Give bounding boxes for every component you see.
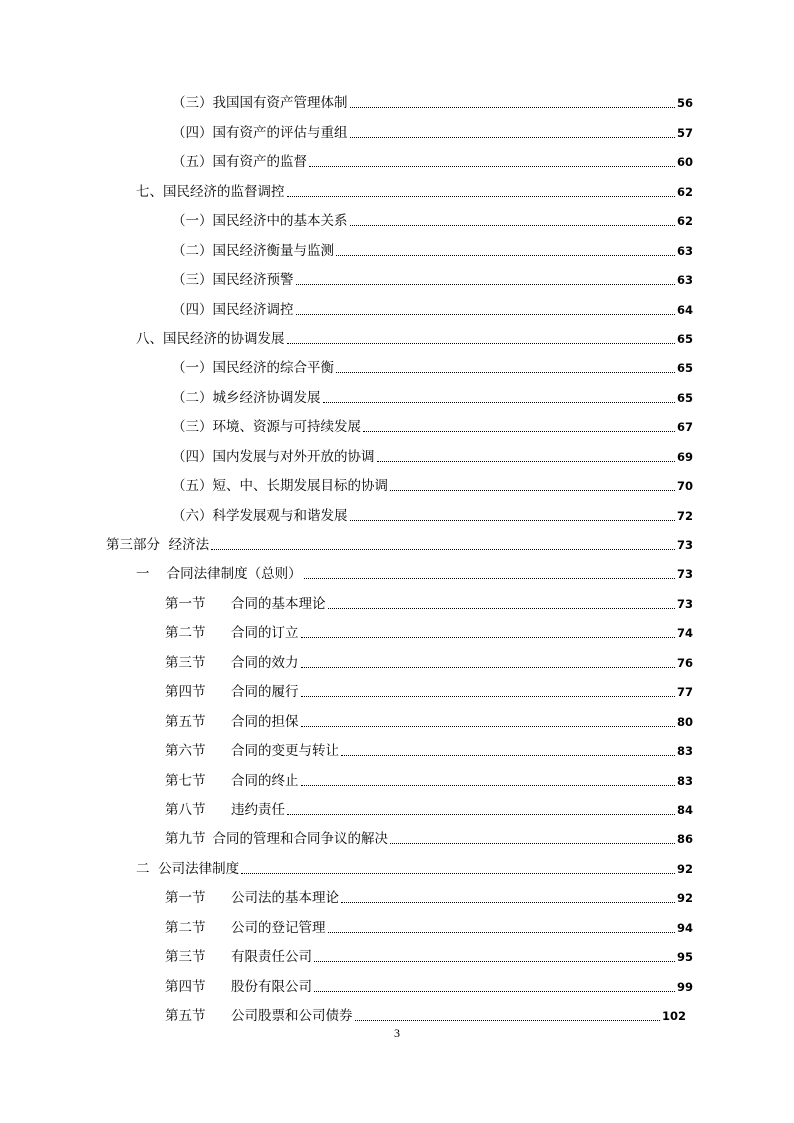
toc-section-number: 第八节 bbox=[165, 801, 206, 818]
toc-entry[interactable] bbox=[0, 968, 794, 997]
toc-page-number: 73 bbox=[676, 596, 693, 611]
toc-section-title: 公司的登记管理 bbox=[231, 919, 326, 936]
toc-entry-title: （四）国内发展与对外开放的协调 bbox=[172, 448, 375, 465]
dot-leader bbox=[328, 608, 675, 609]
toc-entry-title: （三）我国国有资产管理体制 bbox=[172, 95, 348, 112]
toc-entry[interactable] bbox=[0, 203, 794, 232]
toc-entry-title bbox=[165, 714, 299, 730]
toc-entry-title: （三）环境、资源与可持续发展 bbox=[172, 419, 361, 436]
toc-entry[interactable] bbox=[0, 909, 794, 938]
toc-entry-title: 第三部分 经济法 bbox=[106, 537, 210, 553]
toc-page-number: 67 bbox=[676, 420, 693, 435]
toc-entry-title bbox=[165, 684, 299, 700]
toc-entry-title bbox=[165, 949, 312, 965]
dot-leader bbox=[350, 107, 675, 108]
toc-section-title: 合同的管理和合同争议的解决 bbox=[212, 831, 388, 848]
toc-section-number: 第二节 bbox=[165, 919, 206, 936]
dot-leader bbox=[336, 255, 675, 256]
dot-leader bbox=[287, 814, 675, 815]
dot-leader bbox=[296, 284, 675, 285]
toc-page-number: 72 bbox=[676, 508, 693, 523]
toc-entry[interactable] bbox=[0, 674, 794, 703]
dot-leader bbox=[355, 1020, 660, 1021]
toc-entry-title: （四）国有资产的评估与重组 bbox=[172, 124, 348, 141]
toc-section-title: 有限责任公司 bbox=[231, 949, 312, 966]
toc-entry[interactable] bbox=[0, 556, 794, 585]
toc-page-number: 56 bbox=[676, 96, 693, 111]
dot-leader bbox=[350, 225, 675, 226]
toc-section-title: 合同的担保 bbox=[231, 713, 299, 730]
dot-leader bbox=[301, 726, 675, 727]
toc-entry[interactable] bbox=[0, 527, 794, 556]
toc-page-number: 92 bbox=[676, 891, 693, 906]
toc-entry[interactable] bbox=[0, 291, 794, 320]
toc-page-number: 99 bbox=[676, 979, 693, 994]
toc-page-number: 65 bbox=[676, 361, 693, 376]
toc-entry[interactable] bbox=[0, 733, 794, 762]
dot-leader bbox=[328, 932, 675, 933]
toc-entry-title: （一）国民经济中的基本关系 bbox=[172, 213, 348, 230]
dot-leader bbox=[211, 549, 675, 550]
dot-leader bbox=[287, 196, 675, 197]
toc-section-title: 合同的效力 bbox=[231, 654, 299, 671]
toc-entry[interactable] bbox=[0, 644, 794, 673]
toc-entry-title: （三）国民经济预警 bbox=[172, 272, 294, 289]
toc-entry[interactable] bbox=[0, 114, 794, 143]
toc-section-number: 第二节 bbox=[165, 625, 206, 642]
toc-section-title: 合同的终止 bbox=[231, 772, 299, 789]
toc-page-number: 86 bbox=[676, 832, 693, 847]
toc-section-number: 第三节 bbox=[165, 949, 206, 966]
toc-page-number: 83 bbox=[676, 744, 693, 759]
toc-page-number: 60 bbox=[676, 155, 693, 170]
dot-leader bbox=[301, 637, 675, 638]
toc-entry[interactable] bbox=[0, 792, 794, 821]
toc-page-number: 94 bbox=[676, 920, 693, 935]
toc-section-number: 第七节 bbox=[165, 772, 206, 789]
toc-entry-title bbox=[165, 979, 312, 995]
toc-entry-title bbox=[165, 625, 299, 641]
dot-leader bbox=[377, 461, 675, 462]
toc-entry-title: （四）国民经济调控 bbox=[172, 301, 294, 318]
toc-page-number: 92 bbox=[676, 861, 693, 876]
dot-leader bbox=[309, 166, 675, 167]
dot-leader bbox=[390, 490, 675, 491]
toc-entry[interactable] bbox=[0, 144, 794, 173]
toc-page-number: 73 bbox=[676, 538, 693, 552]
toc-section-number: 第五节 bbox=[165, 713, 206, 730]
toc-entry[interactable] bbox=[0, 438, 794, 467]
page-number: 3 bbox=[394, 1026, 400, 1040]
dot-leader bbox=[341, 902, 675, 903]
toc-page-number: 57 bbox=[676, 125, 693, 140]
toc-entry[interactable] bbox=[0, 762, 794, 791]
toc-entry-title bbox=[165, 920, 326, 936]
toc-entry[interactable] bbox=[0, 880, 794, 909]
toc-page-number: 76 bbox=[676, 655, 693, 670]
toc-entry-title bbox=[165, 831, 388, 847]
toc-entry-title bbox=[165, 655, 299, 671]
dot-leader bbox=[301, 785, 675, 786]
dot-leader bbox=[314, 961, 675, 962]
toc-entry-title bbox=[165, 1008, 353, 1024]
toc-section-number: 第九节 bbox=[165, 831, 206, 848]
toc-section-title: 违约责任 bbox=[231, 801, 285, 818]
toc-entry-title: 二 公司法律制度 bbox=[136, 860, 240, 877]
toc-entry[interactable] bbox=[0, 497, 794, 526]
toc-entry-title: （五）短、中、长期发展目标的协调 bbox=[172, 478, 388, 495]
toc-entry-title: （五）国有资产的监督 bbox=[172, 154, 307, 171]
toc-section-title: 合同的变更与转让 bbox=[231, 743, 339, 760]
toc-page-number: 80 bbox=[676, 714, 693, 729]
dot-leader bbox=[363, 431, 675, 432]
dot-leader bbox=[301, 696, 675, 697]
table-of-contents bbox=[0, 85, 794, 1027]
toc-section-number: 第六节 bbox=[165, 743, 206, 760]
toc-page-number: 65 bbox=[676, 390, 693, 405]
toc-entry[interactable] bbox=[0, 468, 794, 497]
toc-entry-title: （一）国民经济的综合平衡 bbox=[172, 360, 334, 377]
dot-leader bbox=[390, 843, 675, 844]
toc-section-title: 公司股票和公司债券 bbox=[231, 1008, 353, 1024]
toc-entry-title bbox=[165, 773, 299, 789]
toc-entry-title bbox=[165, 802, 285, 818]
toc-entry[interactable] bbox=[0, 262, 794, 291]
toc-page-number: 74 bbox=[676, 626, 693, 641]
toc-page-number: 102 bbox=[661, 1009, 686, 1023]
toc-page-number: 62 bbox=[676, 214, 693, 229]
dot-leader bbox=[314, 991, 675, 992]
toc-entry[interactable] bbox=[0, 85, 794, 114]
dot-leader bbox=[296, 314, 675, 315]
dot-leader bbox=[287, 343, 675, 344]
toc-section-number: 第一节 bbox=[165, 595, 206, 612]
toc-page-number: 95 bbox=[676, 950, 693, 965]
toc-entry[interactable] bbox=[0, 173, 794, 202]
toc-entry[interactable] bbox=[0, 939, 794, 968]
toc-entry-title bbox=[165, 596, 326, 612]
dot-leader bbox=[241, 873, 675, 874]
dot-leader bbox=[301, 667, 675, 668]
toc-section-number: 第五节 bbox=[165, 1008, 206, 1024]
toc-entry-title: 一 合同法律制度（总则） bbox=[136, 566, 302, 583]
toc-section-title: 合同的订立 bbox=[231, 625, 299, 642]
toc-entry-title: （六）科学发展观与和谐发展 bbox=[172, 507, 348, 524]
toc-page-number: 70 bbox=[676, 479, 693, 494]
dot-leader bbox=[323, 402, 675, 403]
toc-section-title: 合同的履行 bbox=[231, 684, 299, 701]
toc-entry[interactable] bbox=[0, 821, 794, 850]
toc-page-number: 64 bbox=[676, 302, 693, 317]
toc-page-number: 65 bbox=[676, 331, 693, 346]
toc-entry[interactable] bbox=[0, 350, 794, 379]
toc-entry-title bbox=[165, 743, 339, 759]
dot-leader bbox=[350, 520, 675, 521]
toc-entry-title bbox=[165, 890, 339, 906]
toc-entry[interactable] bbox=[0, 409, 794, 438]
toc-entry[interactable] bbox=[0, 232, 794, 261]
toc-entry[interactable] bbox=[0, 703, 794, 732]
toc-section-title: 合同的基本理论 bbox=[231, 595, 326, 612]
dot-leader bbox=[341, 755, 675, 756]
dot-leader bbox=[336, 372, 675, 373]
toc-entry[interactable] bbox=[0, 850, 794, 879]
dot-leader bbox=[350, 137, 675, 138]
toc-section-title: 股份有限公司 bbox=[231, 978, 312, 995]
toc-page-number: 77 bbox=[676, 685, 693, 700]
toc-entry[interactable] bbox=[0, 998, 794, 1027]
toc-page-number: 69 bbox=[676, 449, 693, 464]
toc-section-number: 第三节 bbox=[165, 654, 206, 671]
dot-leader bbox=[304, 578, 675, 579]
toc-entry[interactable] bbox=[0, 321, 794, 350]
toc-page-number: 83 bbox=[676, 773, 693, 788]
toc-entry-title: （二）国民经济衡量与监测 bbox=[172, 242, 334, 259]
toc-page-number: 73 bbox=[676, 567, 693, 582]
toc-entry[interactable] bbox=[0, 615, 794, 644]
toc-page-number: 84 bbox=[676, 802, 693, 817]
toc-entry[interactable] bbox=[0, 379, 794, 408]
toc-entry-title: 七、国民经济的监督调控 bbox=[136, 183, 285, 200]
toc-page-number: 63 bbox=[676, 273, 693, 288]
toc-page-number: 62 bbox=[676, 184, 693, 199]
toc-entry-title: （二）城乡经济协调发展 bbox=[172, 389, 321, 406]
toc-section-title: 公司法的基本理论 bbox=[231, 890, 339, 907]
toc-section-number: 第一节 bbox=[165, 890, 206, 907]
toc-page-number: 63 bbox=[676, 243, 693, 258]
toc-section-number: 第四节 bbox=[165, 684, 206, 701]
toc-entry[interactable] bbox=[0, 585, 794, 614]
toc-section-number: 第四节 bbox=[165, 978, 206, 995]
toc-entry-title: 八、国民经济的协调发展 bbox=[136, 330, 285, 347]
